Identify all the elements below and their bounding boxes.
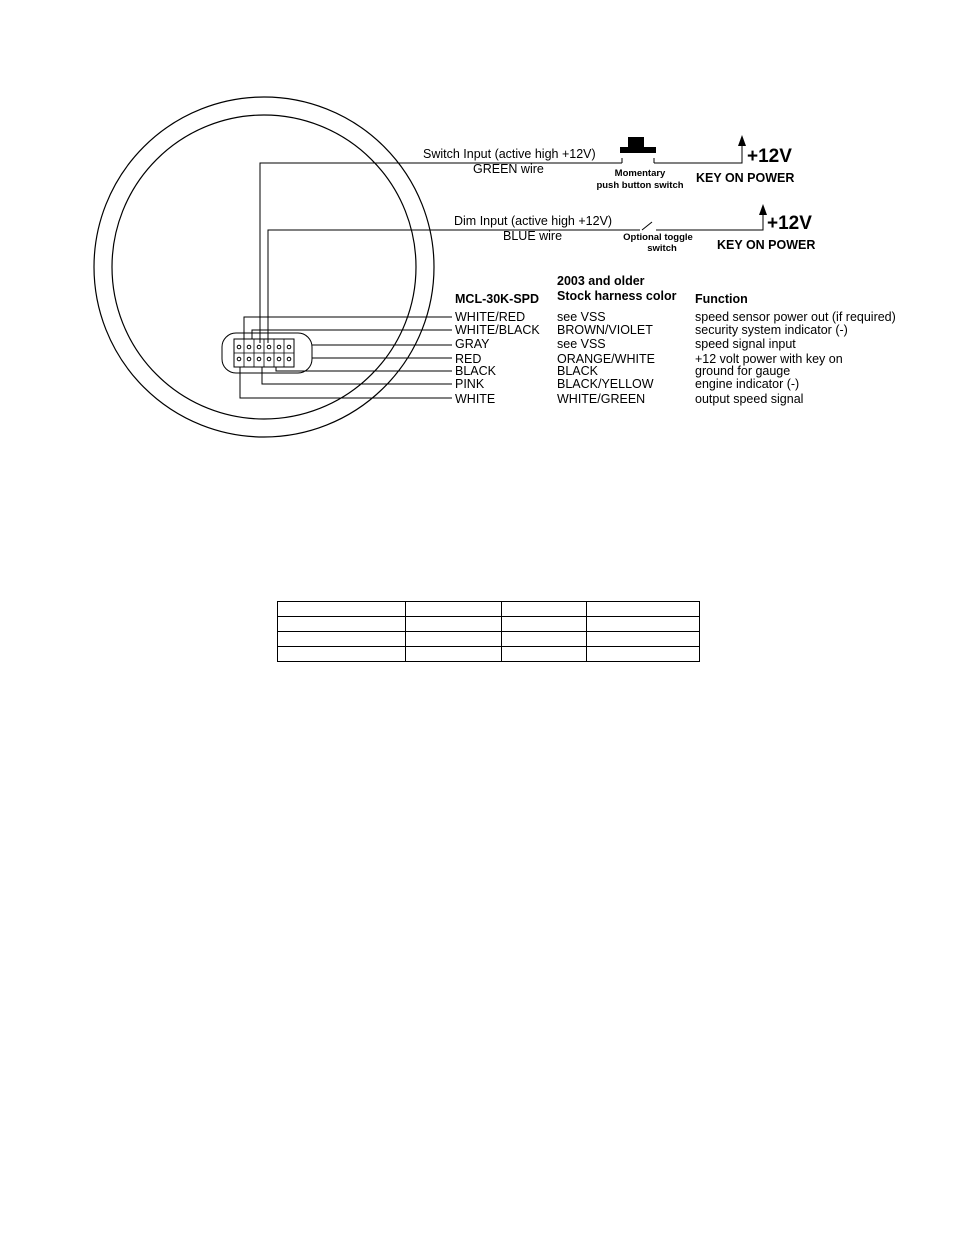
wire-function: ground for gauge: [695, 364, 791, 378]
momentary-switch-icon: [620, 137, 656, 163]
wire-row: [455, 364, 790, 378]
blue-wire-label: BLUE wire: [503, 229, 563, 243]
table-row: [278, 602, 700, 617]
toggle-switch-label-2: switch: [647, 243, 677, 254]
voltage-label-1: +12V: [747, 146, 792, 167]
harness-header-line1: 2003 and older: [557, 274, 645, 288]
empty-table: [277, 601, 700, 662]
wire-row: [455, 310, 896, 324]
wire-row: [455, 337, 796, 351]
stock-color: BLACK/YELLOW: [557, 377, 654, 391]
table-cell: [502, 647, 587, 662]
switch-input-label: Switch Input (active high +12V): [423, 147, 596, 161]
wiring-diagram: [0, 0, 954, 480]
arrow-up-icon: [738, 135, 746, 146]
wire-function: speed signal input: [695, 337, 796, 351]
wire-color: GRAY: [455, 337, 490, 351]
table-row: [278, 647, 700, 662]
function-header: Function: [695, 292, 748, 306]
wire-function: +12 volt power with key on: [695, 352, 843, 366]
table-cell: [587, 647, 700, 662]
arrow-up-icon: [759, 204, 767, 215]
table-cell: [587, 632, 700, 647]
green-wire-label: GREEN wire: [473, 162, 544, 176]
table-cell: [278, 617, 406, 632]
wire-function: speed sensor power out (if required): [695, 310, 896, 324]
wire-row: [455, 392, 803, 406]
model-header: MCL-30K-SPD: [455, 292, 540, 306]
table-cell: [406, 602, 502, 617]
table-cell: [406, 632, 502, 647]
gauge-outer-ring: [94, 97, 434, 437]
toggle-switch-icon: [642, 222, 652, 230]
wire-color: WHITE: [455, 392, 496, 406]
wire-color: WHITE/BLACK: [455, 323, 540, 337]
stock-color: see VSS: [557, 310, 606, 324]
table-cell: [502, 602, 587, 617]
table-row: [278, 632, 700, 647]
harness-header-line2: Stock harness color: [557, 289, 677, 303]
key-power-line-1: [654, 144, 742, 163]
momentary-switch-label-2: push button switch: [596, 180, 684, 191]
stock-color: WHITE/GREEN: [557, 392, 646, 406]
wire-function: security system indicator (-): [695, 323, 848, 337]
wire-row: [455, 323, 848, 337]
table-cell: [278, 647, 406, 662]
table-cell: [406, 647, 502, 662]
table-row: [278, 617, 700, 632]
toggle-switch-label: Optional toggle: [623, 232, 693, 243]
wire-color: RED: [455, 352, 482, 366]
wire-row: [455, 377, 799, 391]
key-on-power-label-1: KEY ON POWER: [696, 171, 795, 185]
wire-function: engine indicator (-): [695, 377, 800, 391]
momentary-switch-label: Momentary: [614, 168, 666, 179]
table-cell: [502, 617, 587, 632]
stock-color: BLACK: [557, 364, 598, 378]
stock-color: ORANGE/WHITE: [557, 352, 655, 366]
stock-color: BROWN/VIOLET: [557, 323, 653, 337]
table-cell: [406, 617, 502, 632]
key-power-line-2: [656, 213, 763, 230]
wire-color: PINK: [455, 377, 485, 391]
wire-color: BLACK: [455, 364, 496, 378]
wire-color: WHITE/RED: [455, 310, 526, 324]
stock-color: see VSS: [557, 337, 606, 351]
key-on-power-label-2: KEY ON POWER: [717, 238, 816, 252]
table-cell: [587, 602, 700, 617]
gauge-connector: [222, 333, 312, 373]
table-cell: [587, 617, 700, 632]
table-cell: [278, 632, 406, 647]
voltage-label-2: +12V: [767, 213, 812, 234]
wire-function: output speed signal: [695, 392, 804, 406]
table-cell: [278, 602, 406, 617]
table-cell: [502, 632, 587, 647]
dim-input-label: Dim Input (active high +12V): [454, 214, 613, 228]
